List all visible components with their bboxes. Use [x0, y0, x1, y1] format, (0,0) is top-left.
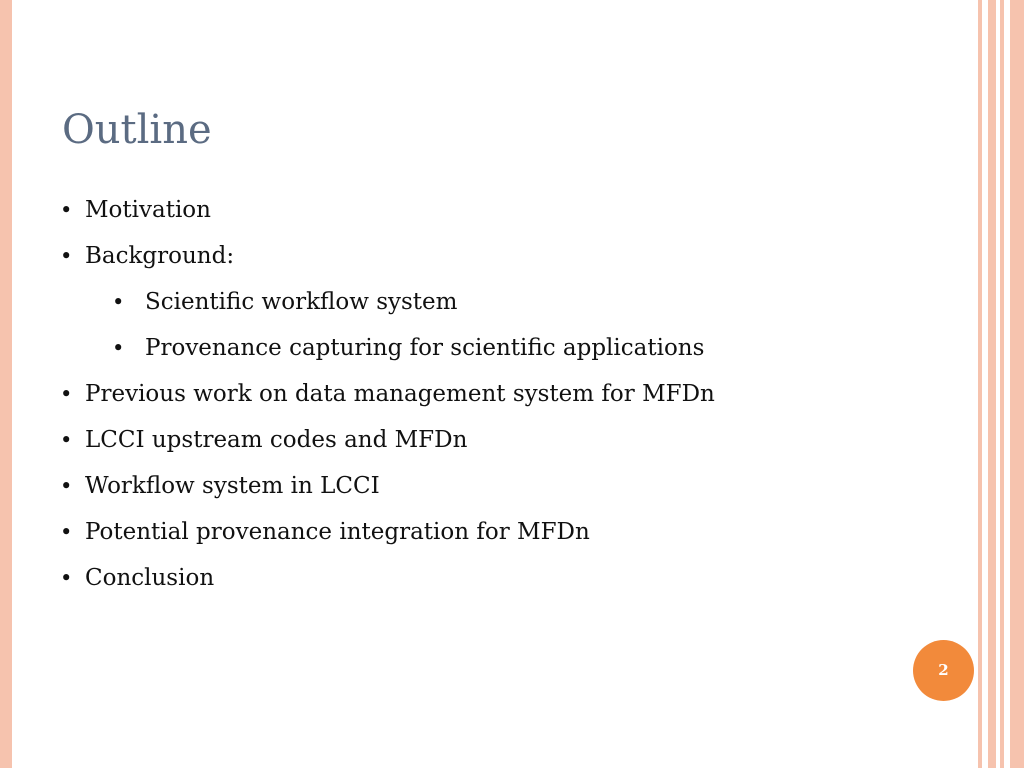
outline-item-text: Workflow system in LCCI: [85, 473, 380, 499]
bullet: •: [112, 336, 125, 360]
outline-item-text: Background:: [85, 243, 235, 269]
right-border-stripe: [988, 0, 996, 768]
slide-number: 2: [938, 661, 949, 679]
bullet: •: [60, 428, 73, 452]
outline-item-text: Motivation: [85, 197, 211, 223]
bullet: •: [60, 382, 73, 406]
outline-item-text: Previous work on data management system for MFDn: [85, 381, 715, 407]
bullet: •: [60, 198, 73, 222]
outline-item-text: Scientific workflow system: [145, 289, 458, 315]
bullet: •: [112, 290, 125, 314]
right-border-stripe: [978, 0, 982, 768]
right-border-stripe: [1010, 0, 1024, 768]
outline-item-text: Conclusion: [85, 565, 215, 591]
slide-title: Outline: [62, 107, 212, 153]
bullet: •: [60, 244, 73, 268]
bullet: •: [60, 566, 73, 590]
outline-item-text: Potential provenance integration for MFDn: [85, 519, 590, 545]
outline-item-text: LCCI upstream codes and MFDn: [85, 427, 468, 453]
slide-number-badge: [913, 640, 974, 701]
outline-item-text: Provenance capturing for scientific applications: [145, 335, 705, 361]
bullet: •: [60, 474, 73, 498]
bullet: •: [60, 520, 73, 544]
right-border-stripe: [1000, 0, 1004, 768]
left-border-stripe: [0, 0, 12, 768]
